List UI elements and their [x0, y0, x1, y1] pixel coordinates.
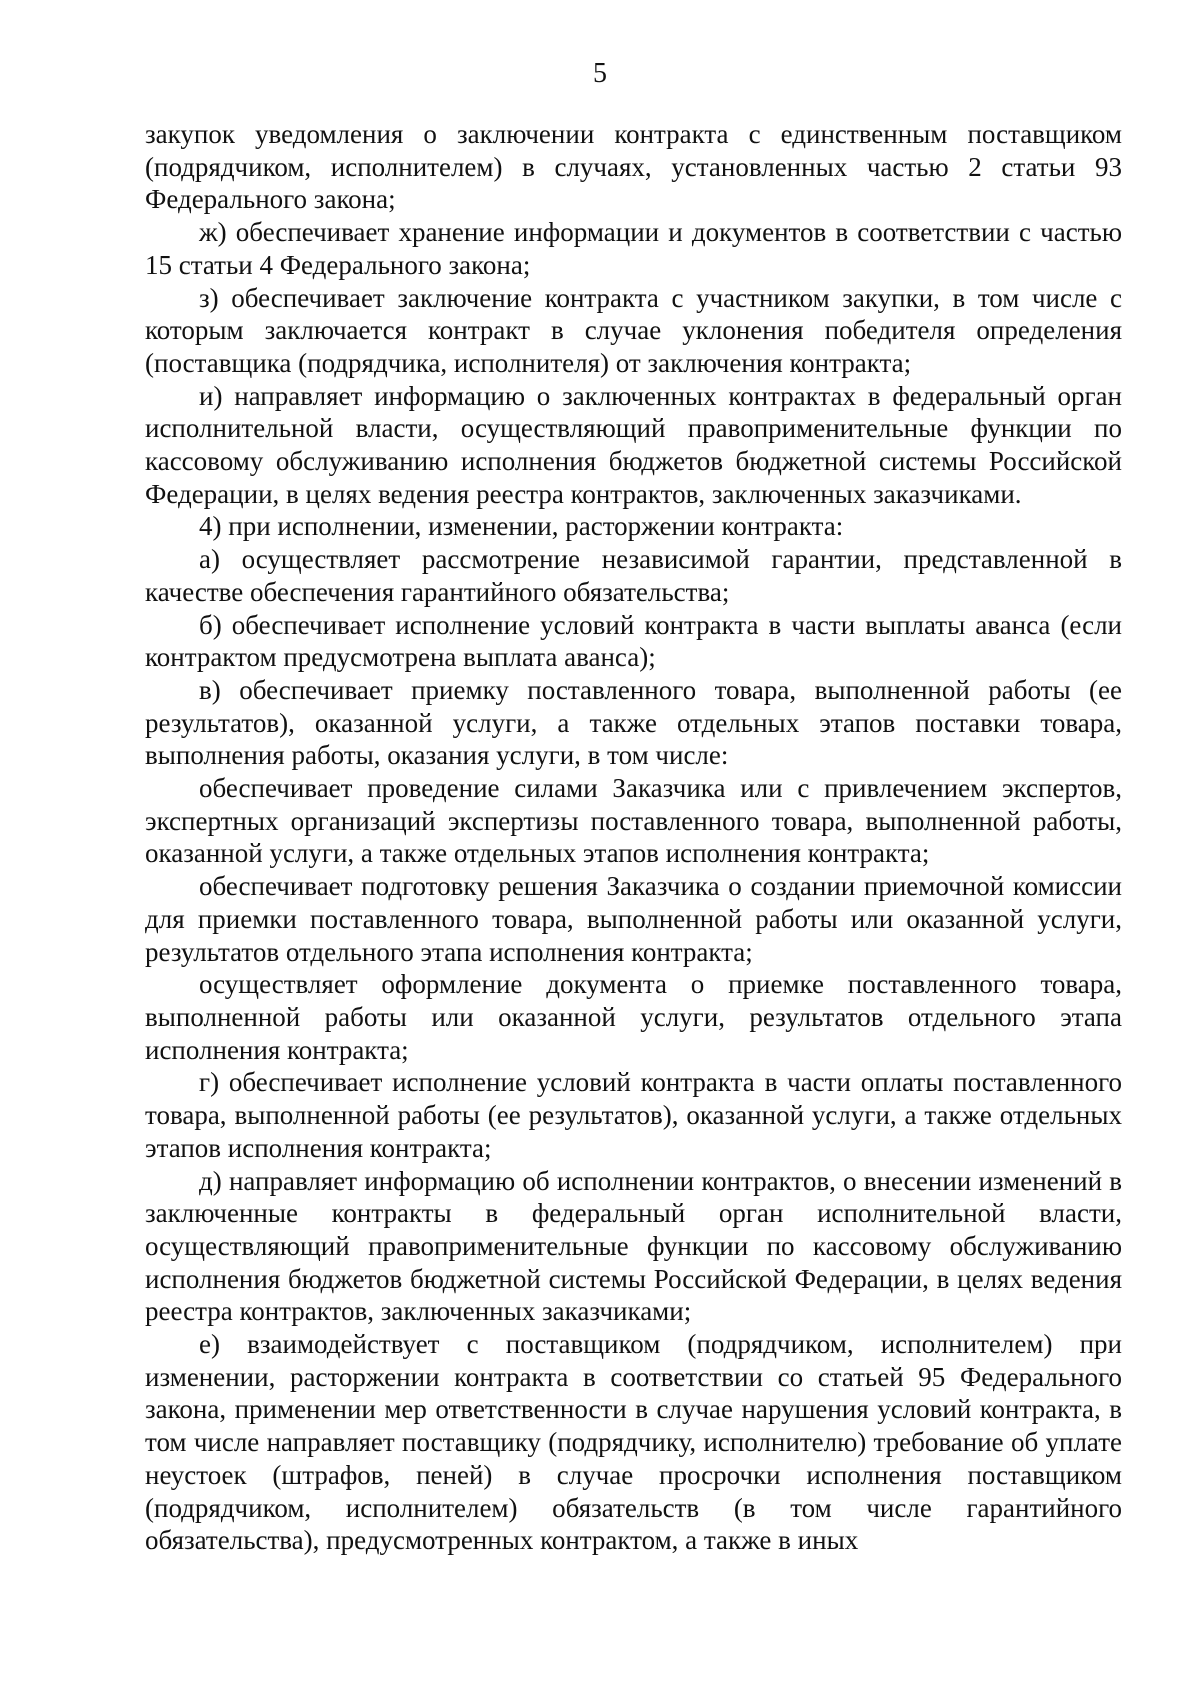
paragraph-item-z: з) обеспечивает заключение контракта с участником закупки, в том числе с которым заключается контракт в случае уклонения победителя определения (поставщика (подрядчика, исполнителя) от заключения контракта; [145, 282, 1122, 378]
paragraph-subitem-expertise: обеспечивает проведение силами Заказчика или с привлечением экспертов, экспертных организаций экспертизы поставленного товара, выполненной работы, оказанной услуги, а также отдельных этапов исполнения контракта; [145, 773, 1122, 869]
paragraph-item-v: в) обеспечивает приемку поставленного товара, выполненной работы (ее результатов), оказанной услуги, а также отдельных этапов поставки товара, выполнения работы, оказания услуги, в том числе: [145, 674, 1122, 771]
paragraph-subitem-acceptance: осуществляет оформление документа о приемке поставленного товара, выполненной работы или оказанной услуги, результатов отдельного этапа исполнения контракта; [145, 969, 1122, 1065]
page-number: 5 [593, 58, 607, 89]
paragraph-item-zh: ж) обеспечивает хранение информации и документов в соответствии с частью 15 статьи 4 Федерального закона; [145, 217, 1122, 280]
paragraph-item-g: г) обеспечивает исполнение условий контракта в части оплаты поставленного товара, выполненной работы (ее результатов), оказанной услуги, а также отдельных этапов исполнения контракта; [145, 1067, 1122, 1163]
paragraph-item-i: и) направляет информацию о заключенных контрактах в федеральный орган исполнительной власти, осуществляющий правоприменительные функции по кассовому обслуживанию исполнения бюджетов бюджетной системы Российской Федерации, в целях ведения реестра контрактов, заключенных заказчиками. [145, 380, 1122, 509]
paragraph-item-b: б) обеспечивает исполнение условий контракта в части выплаты аванса (если контрактом предусмотрена выплата аванса); [145, 609, 1122, 673]
paragraph-section-4: 4) при исполнении, изменении, расторжении контракта: [199, 511, 844, 542]
paragraph-item-e: е) взаимодействует с поставщиком (подрядчиком, исполнителем) при изменении, расторжении контракта в соответствии со статьей 95 Федерального закона, применении мер ответственности в случае нарушения условий контракта, в том числе направляет поставщику (подрядчику, исполнителю) требование об уплате неустоек (штрафов, пеней) в случае просрочки исполнения поставщиком (подрядчиком, исполнителем) обязательств (в том числе гарантийного обязательства), предусмотренных контрактом, а также в иных [145, 1329, 1122, 1556]
paragraph-item-a: а) осуществляет рассмотрение независимой гарантии, представленной в качестве обеспечения гарантийного обязательства; [145, 544, 1122, 607]
document-body [145, 118, 1122, 1557]
paragraph-subitem-commission: обеспечивает подготовку решения Заказчика о создании приемочной комиссии для приемки поставленного товара, выполненной работы или оказанной услуги, результатов отдельного этапа исполнения контракта; [145, 871, 1122, 967]
paragraph-continuation: закупок уведомления о заключении контракта с единственным поставщиком (подрядчиком, исполнителем) в случаях, установленных частью 2 статьи 93 Федерального закона; [145, 119, 1122, 215]
paragraph-item-d: д) направляет информацию об исполнении контрактов, о внесении изменений в заключенные контракты в федеральный орган исполнительной власти, осуществляющий правоприменительные функции по кассовому обслуживанию исполнения бюджетов бюджетной системы Российской Федерации, в целях ведения реестра контрактов, заключенных заказчиками; [145, 1165, 1122, 1327]
